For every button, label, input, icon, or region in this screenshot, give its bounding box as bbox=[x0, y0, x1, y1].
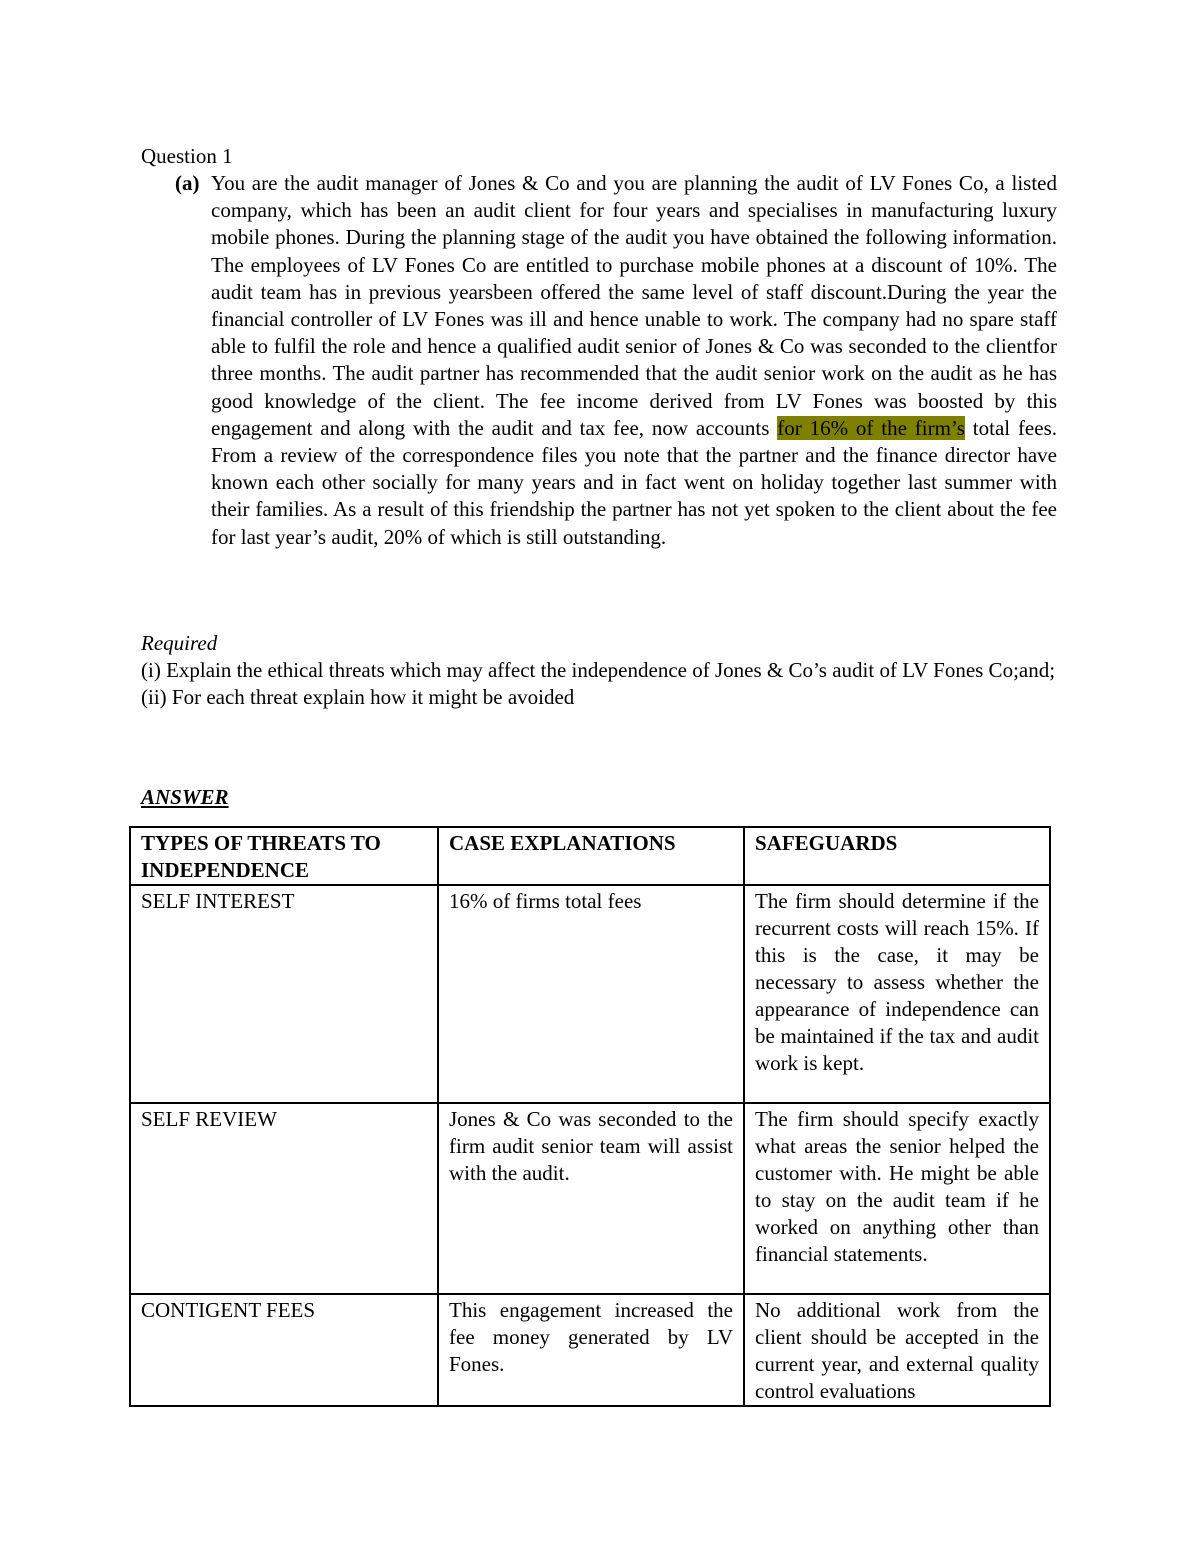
question-text-part-2: total fees. From a review of the correspondence files you note that the partner and the finance director have known each other socially for many years and in fact went on holiday together last summer with their families. As a result of this friendship the partner has not yet spoken to the client about the fee for last year’s audit, 20% of which is still outstanding. bbox=[211, 415, 1057, 549]
required-title: Required bbox=[141, 631, 218, 655]
table-row bbox=[130, 1294, 1050, 1406]
table-row bbox=[130, 885, 1050, 1103]
question-body bbox=[211, 170, 1057, 551]
required-section bbox=[141, 630, 1057, 711]
safeguard-cell: The firm should determine if the recurrent costs will reach 15%. If this is the case, it may be necessary to assess whether the appearance of independence can be maintained if the tax and audit work is kept. bbox=[744, 885, 1050, 1103]
table-header-row bbox=[130, 827, 1050, 885]
question-part-label: (a) bbox=[175, 171, 200, 195]
header-safeguards: SAFEGUARDS bbox=[744, 827, 1050, 885]
threat-cell: CONTIGENT FEES bbox=[130, 1294, 438, 1406]
safeguard-cell bbox=[744, 1294, 1050, 1406]
table-row bbox=[130, 1103, 1050, 1294]
highlighted-text: for 16% of the firm’s bbox=[777, 415, 965, 440]
safeguard-cell: The firm should specify exactly what areas the senior helped the customer with. He might be able to stay on the audit team if he worked on anything other than financial statements. bbox=[744, 1103, 1050, 1294]
explanation-cell: 16% of firms total fees bbox=[438, 885, 744, 1103]
required-item: (i) Explain the ethical threats which may affect the independence of Jones & Co’s audit of LV Fones Co;and; bbox=[141, 658, 1056, 682]
threat-cell: SELF INTEREST bbox=[130, 885, 438, 1103]
threat-cell: SELF REVIEW bbox=[130, 1103, 438, 1294]
required-item: (ii) For each threat explain how it might be avoided bbox=[141, 685, 575, 709]
question-title: Question 1 bbox=[141, 144, 233, 168]
explanation-cell: This engagement increased the fee money generated by LV Fones. bbox=[438, 1294, 744, 1406]
question-text-part-1: You are the audit manager of Jones & Co and you are planning the audit of LV Fones Co, a listed company, which has been an audit client for four years and specialises in manufacturing luxury mobile phones. During the planning stage of the audit you have obtained the following information. The employees of LV Fones Co are entitled to purchase mobile phones at a discount of 10%. The audit team has in previous yearsbeen offered the same level of staff discount.During the year the financial controller of LV Fones was ill and hence unable to work. The company had no spare staff able to fulfil the role and hence a qualified audit senior of Jones & Co was seconded to the clientfor three months. The audit partner has recommended that the audit senior work on the audit as he has good knowledge of the client. The fee income derived from LV Fones was boosted by this engagement and along with the audit and tax fee, now accounts bbox=[211, 171, 1057, 440]
header-threat-types: TYPES OF THREATS TO INDEPENDENCE bbox=[130, 827, 438, 885]
explanation-cell: Jones & Co was seconded to the firm audit senior team will assist with the audit. bbox=[438, 1103, 744, 1294]
safeguard-text: No additional work from the client should be accepted in the current year, and external quality control evaluations bbox=[755, 1298, 1039, 1403]
header-case-explanations: CASE EXPLANATIONS bbox=[438, 827, 744, 885]
answer-heading: ANSWER bbox=[141, 785, 229, 809]
threats-table bbox=[129, 826, 1051, 1407]
